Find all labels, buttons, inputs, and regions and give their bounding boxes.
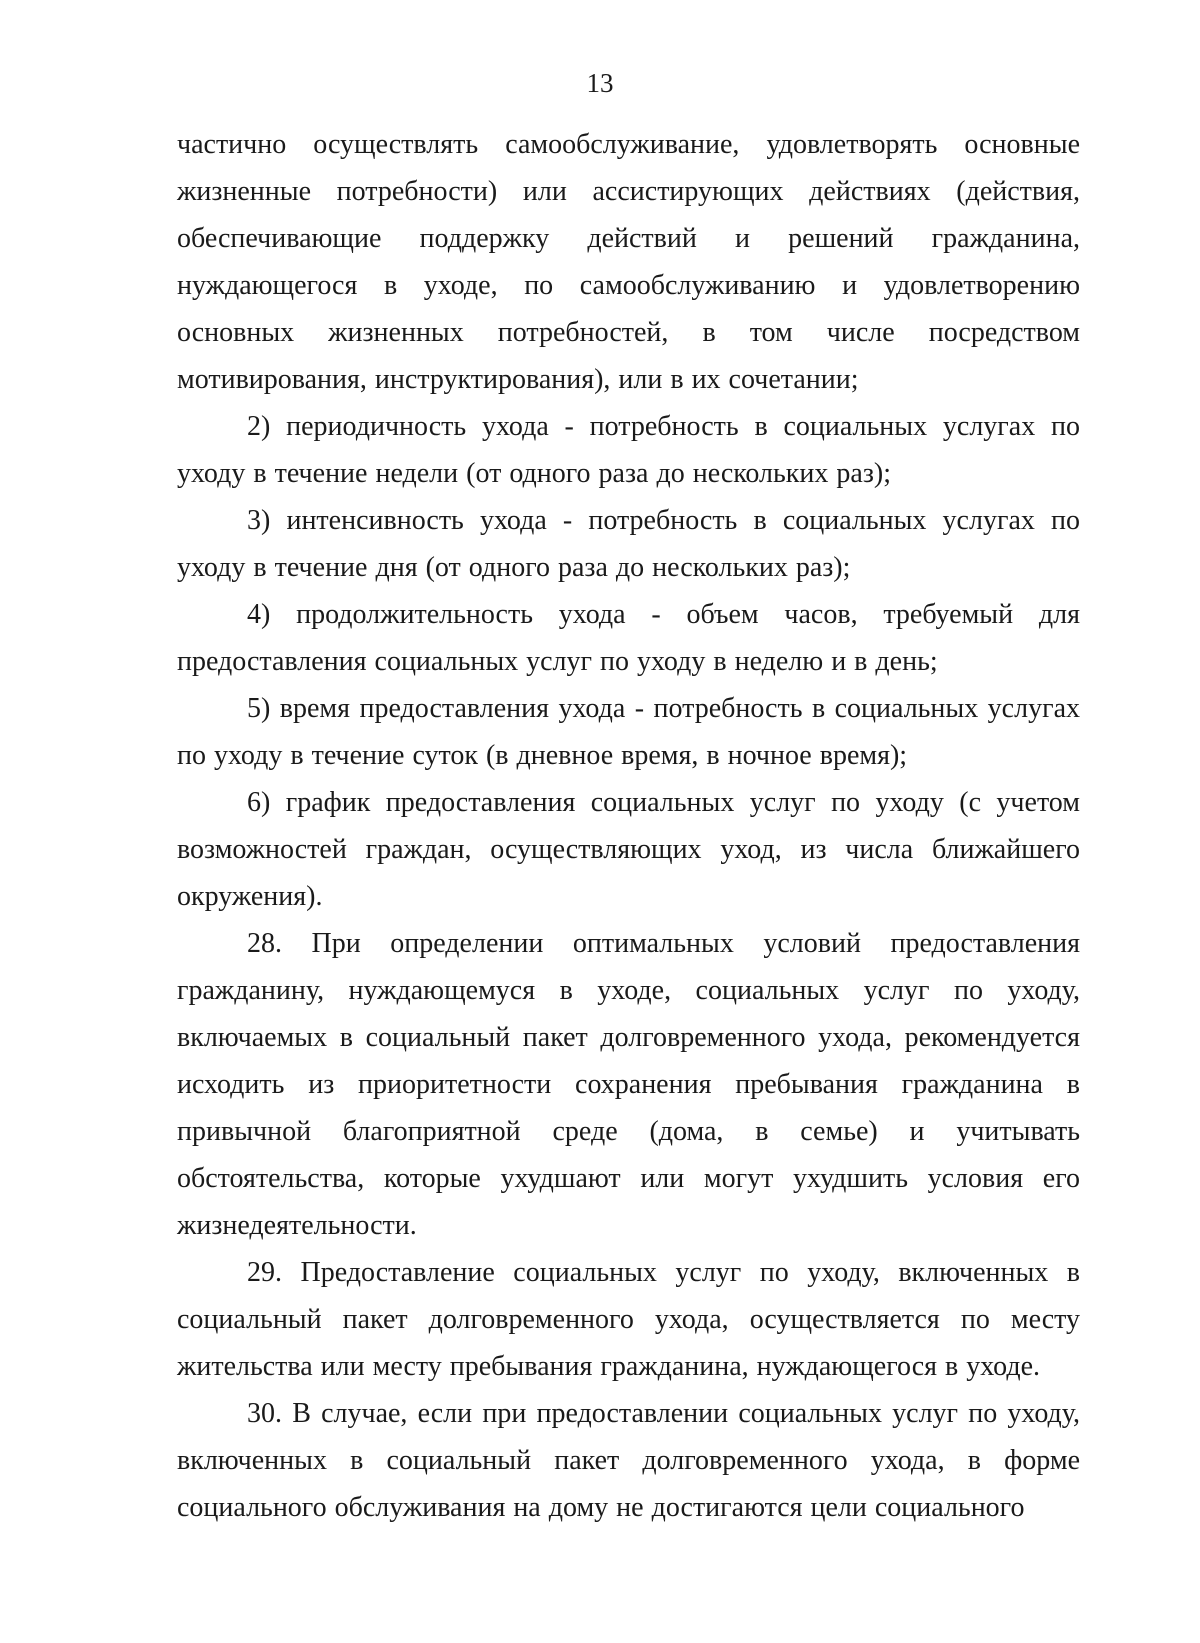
clause-28: 28. При определении оптимальных условий предоставления гражданину, нуждающемуся в уходе, социальных услуг по уходу, включаемых в социальный пакет долговременного ухода, рекомендуется исходить из приоритетности сохранения пребывания гражданина в привычной благоприятной среде (дома, в семье) и учитывать обстоятельства, которые ухудшают или могут ухудшить условия его жизнедеятельности. [177, 928, 1080, 1241]
paragraph-continuation: частично осуществлять самообслуживание, удовлетворять основные жизненные потребности) или ассистирующих действиях (действия, обеспечивающие поддержку действий и решений гражданина, нуждающегося в уходе, по самообслуживанию и удовлетворению основных жизненных потребностей, в том числе посредством мотивирования, инструктирования), или в их сочетании; [177, 129, 1080, 395]
page-number: 13 [586, 68, 614, 98]
list-item-duration: 4) продолжительность ухода - объем часов, требуемый для предоставления социальных услуг по уходу в неделю и в день; [177, 599, 1080, 677]
clause-29: 29. Предоставление социальных услуг по уходу, включенных в социальный пакет долговременного ухода, осуществляется по месту жительства или месту пребывания гражданина, нуждающегося в уходе. [177, 1257, 1080, 1382]
document-body [177, 121, 1080, 1531]
list-item-intensity: 3) интенсивность ухода - потребность в социальных услугах по уходу в течение дня (от одного раза до нескольких раз); [177, 505, 1080, 583]
list-item-periodicity: 2) периодичность ухода - потребность в социальных услугах по уходу в течение недели (от одного раза до нескольких раз); [177, 411, 1080, 489]
list-item-time: 5) время предоставления ухода - потребность в социальных услугах по уходу в течение суток (в дневное время, в ночное время); [177, 693, 1080, 771]
list-item-schedule: 6) график предоставления социальных услуг по уходу (с учетом возможностей граждан, осуществляющих уход, из числа ближайшего окружения). [177, 787, 1080, 912]
clause-30: 30. В случае, если при предоставлении социальных услуг по уходу, включенных в социальный пакет долговременного ухода, в форме социального обслуживания на дому не достигаются цели социального [177, 1398, 1080, 1523]
